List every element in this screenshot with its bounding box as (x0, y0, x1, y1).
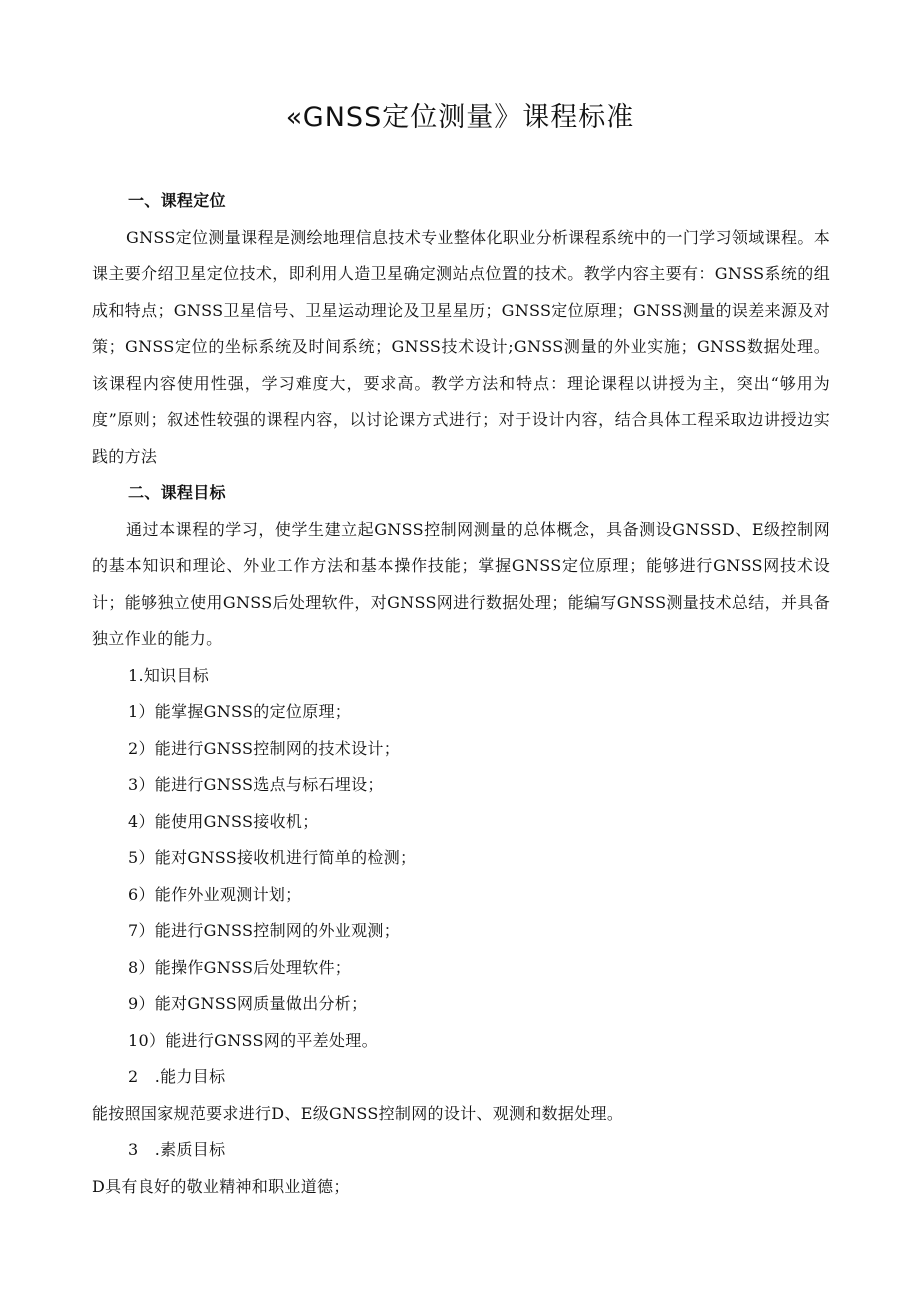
list-item: 7）能进行GNSS控制网的外业观测； (128, 921, 401, 940)
list-item: 6）能作外业观测计划； (128, 884, 302, 904)
list-item: 5）能对GNSS接收机进行简单的检测； (128, 848, 417, 867)
list-item: 9）能对GNSS网质量做出分析； (128, 994, 368, 1013)
list-item: 2）能进行GNSS控制网的技术设计； (128, 738, 401, 758)
quality-objectives-label: 3 .素质目标 (128, 1140, 226, 1159)
ability-objectives-label: 2 .能力目标 (128, 1067, 226, 1086)
ability-objectives-text: 能按照国家规范要求进行D、E级GNSS控制网的设计、观测和数据处理。 (92, 1103, 624, 1123)
section-heading-course-objectives: 二、课程目标 (128, 483, 226, 502)
list-item: 1）能掌握GNSS的定位原理； (128, 702, 352, 721)
course-positioning-paragraph: GNSS定位测量课程是测绘地理信息技术专业整体化职业分析课程系统中的一门学习领域课程。本课主要介绍卫星定位技术，即利用人造卫星确定测站点位置的技术。教学内容主要有：GNSS系统的组成和特点；GNSS卫星信号、卫星运动理论及卫星星历；GNSS定位原理；GNSS测量的误差来源及对策；GNSS定位的坐标系统及时间系统；GNSS技术设计;GNSS测量的外业实施；GNSS数据处理。该课程内容使用性强，学习难度大，要求高。教学方法和特点：理论课程以讲授为主，突出“够用为度”原则；叙述性较强的课程内容，以讨论课方式进行；对于设计内容，结合具体工程采取边讲授边实践的方法 (92, 227, 830, 466)
quality-objectives-text: D具有良好的敬业精神和职业道德； (92, 1176, 350, 1196)
course-objectives-paragraph: 通过本课程的学习，使学生建立起GNSS控制网测量的总体概念，具备测设GNSSD、E级控制网的基本知识和理论、外业工作方法和基本操作技能；掌握GNSS定位原理；能够进行GNSS网技术设计；能够独立使用GNSS后处理软件，对GNSS网进行数据处理；能编写GNSS测量技术总结，并具备独立作业的能力。 (92, 519, 830, 648)
knowledge-objectives-list (92, 694, 830, 1059)
list-item: 4）能使用GNSS接收机； (128, 811, 319, 831)
document-body (92, 183, 830, 1205)
list-item: 3）能进行GNSS选点与标石埋设； (128, 775, 384, 794)
section-heading-course-positioning: 一、课程定位 (128, 191, 226, 210)
knowledge-objectives-label: 1.知识目标 (128, 665, 210, 685)
list-item: 10）能进行GNSS网的平差处理。 (128, 1030, 378, 1050)
document-title: «GNSS定位测量》课程标准 (285, 102, 635, 133)
list-item: 8）能操作GNSS后处理软件； (128, 957, 352, 977)
